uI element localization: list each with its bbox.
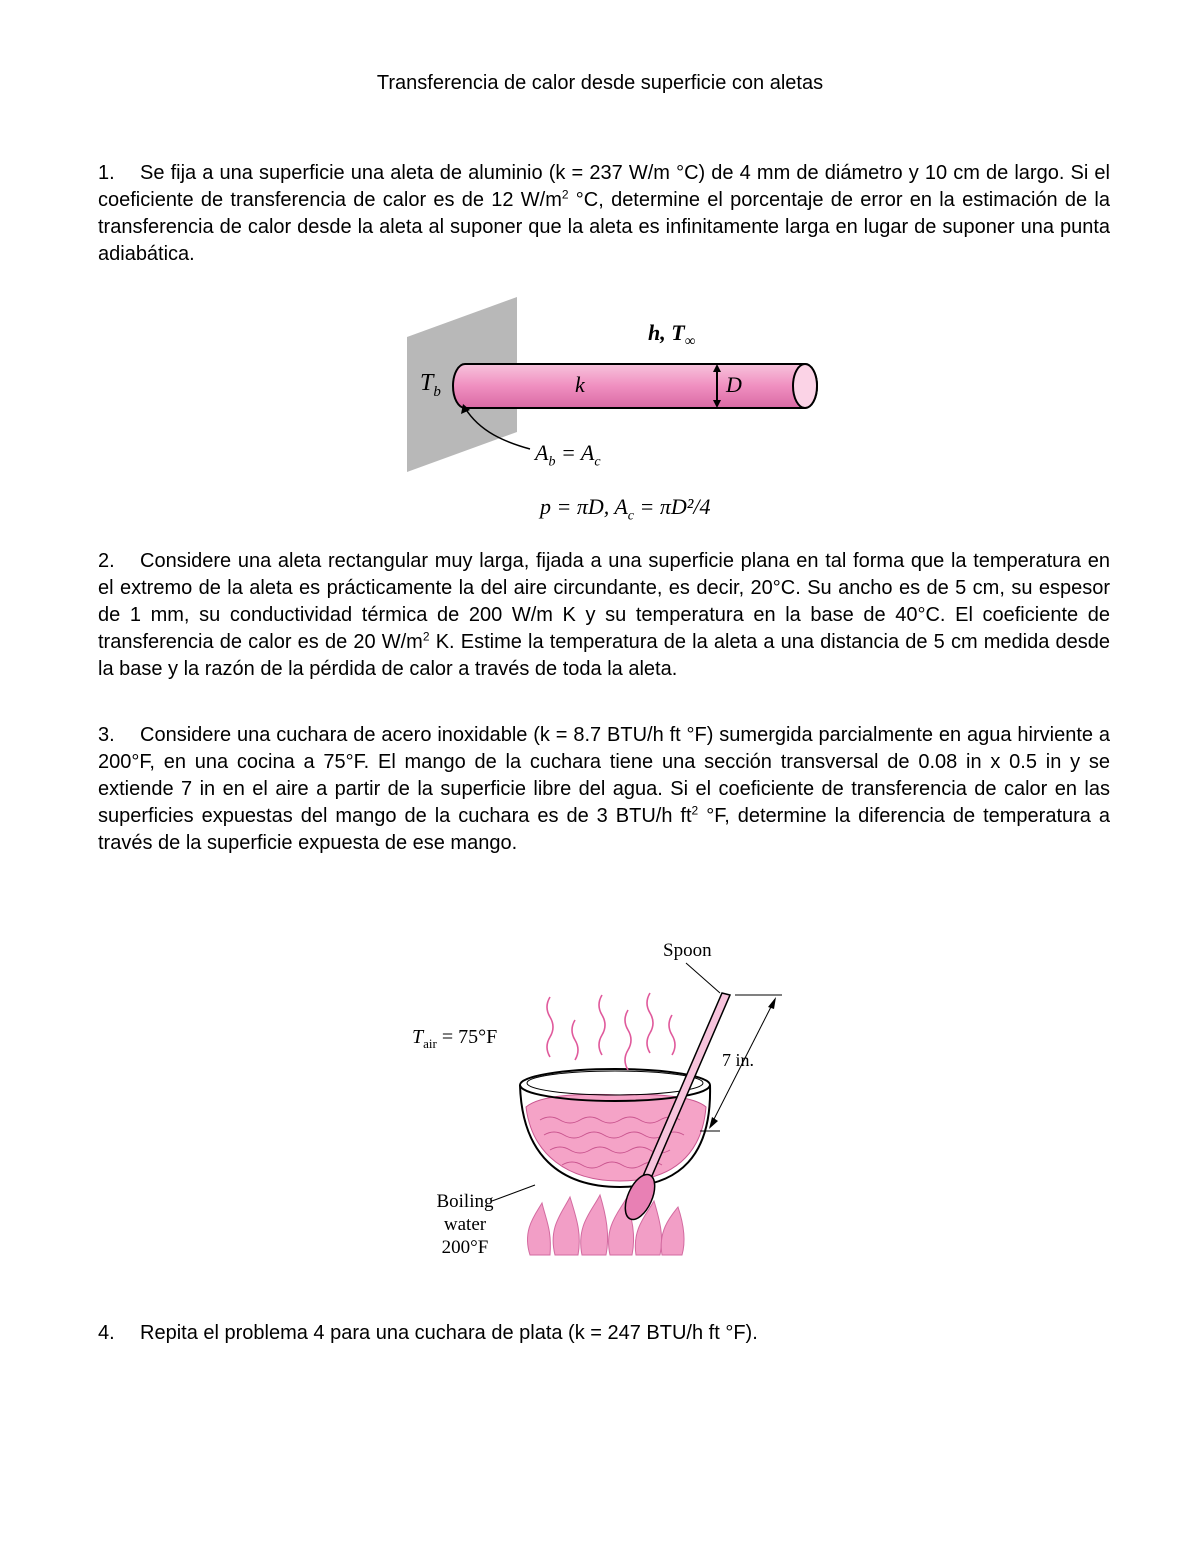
tb-label: $T_b$ [420,370,441,400]
problem-1 [98,160,1110,268]
ab-ac-label: $A_b = A_c$ [535,440,601,470]
problem-text: Considere una cuchara de acero inoxidable (k = 8.7 BTU/h ft °F) sumergida parcialmente en agua hirviente a 200°F, en una cocina a 75°F. El mango de la cuchara tiene una sección transversal de 0.08 in x 0.5 in y se extiende 7 in en el aire a partir de la superficie libre del agua. Si el coeficiente de transferencia de calor en las superficies expuestas del mango de la cuchara es de 3 BTU/h ft [98,724,1110,827]
problem-3 [98,722,1110,857]
spoon-label: Spoon [663,940,712,961]
problem-number: 4. [98,1322,115,1344]
boiling-water-label: Boiling water 200°F [436,1191,494,1258]
fin-diagram [395,292,835,522]
problem-text: Se fija a una superficie una aleta de aluminio (k = 237 W/m °C) de 4 mm de diámetro y 10 cm de largo. Si el coeficiente de transferencia de calor es de 12 W/m [98,162,1110,211]
h-tinf-label: h, $T_\infty$ [648,320,696,350]
steam [547,993,675,1070]
problem-number: 3. [98,724,115,746]
k-label: k [575,372,585,397]
problem-text-cont: °F, determine la diferencia de temperatura a través de la superficie expuesta de ese mango. [98,805,1111,854]
tair-label: $T_{air} = 75^\circ F$ [412,1026,498,1051]
problem-text-cont: K. Estime la temperatura de la aleta a una distancia de 5 cm medida desde la base y la razón de la pérdida de calor a través de toda la aleta. [98,631,1111,680]
superscript: 2 [691,803,699,818]
fin-rod [453,364,817,408]
perimeter-formula: p = πD, $A_c = \pi D^2/4$ [540,494,711,524]
superscript: 2 [561,187,569,202]
page-title: Transferencia de calor desde superficie con aletas [376,72,824,94]
problem-text: Repita el problema 4 para una cuchara de plata (k = 247 BTU/h ft °F). [140,1322,758,1344]
length-label: 7 in. [722,1050,755,1070]
problem-2 [98,548,1110,683]
problem-text-cont: °C, determine el porcentaje de error en la estimación de la transferencia de calor desde la aleta al suponer que la aleta es infinitamente larga en lugar de suponer una punta adiabática. [98,189,1110,265]
flames [527,1195,684,1255]
problem-4 [98,1320,1110,1347]
superscript: 2 [422,629,430,644]
problem-number: 2. [98,550,115,572]
problem-text: Considere una aleta rectangular muy larga, fijada a una superficie plana en tal forma que la temperatura en el extremo de la aleta es prácticamente la del aire circundante, es decir, 20°C. Su ancho es de 5 cm, su espesor de 1 mm, su conductividad térmica de 200 W/m K y su temperatura en la base de 40°C. El coeficiente de transferencia de calor es de 20 W/m [98,550,1110,653]
problem-number: 1. [98,162,115,184]
fin-tip [793,364,817,408]
d-label: D [726,372,742,397]
